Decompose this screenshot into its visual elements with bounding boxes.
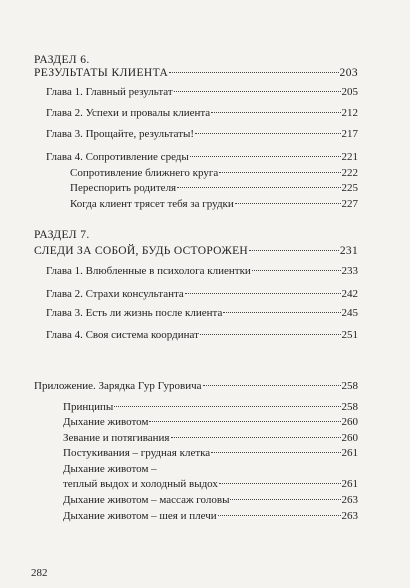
section6-title-row bbox=[34, 67, 358, 80]
appendix-item: Дыхание животом 260 bbox=[63, 416, 358, 428]
toc-subentry: Переспорить родителя 225 bbox=[70, 182, 358, 194]
toc-entry: Глава 1. Влюбленные в психолога клиентки 233 bbox=[46, 265, 358, 277]
page-number: 282 bbox=[31, 567, 48, 579]
appendix-item-line1: Дыхание животом – bbox=[63, 463, 157, 475]
appendix-title-row bbox=[34, 380, 358, 393]
toc-entry: Глава 3. Есть ли жизнь после клиента 245 bbox=[46, 307, 358, 319]
appendix-item: Принципы 258 bbox=[63, 401, 358, 413]
toc-subentry: Когда клиент трясет тебя за грудки 227 bbox=[70, 198, 358, 210]
section7-title-row bbox=[34, 245, 358, 258]
appendix-item: Постукивания – грудная клетка 261 bbox=[63, 447, 358, 459]
appendix-page: 258 bbox=[341, 380, 358, 392]
appendix-title: Приложение. Зарядка Гур Гуровича bbox=[34, 380, 202, 392]
appendix-item: Дыхание животом – массаж головы 263 bbox=[63, 494, 358, 506]
section6-label: РАЗДЕЛ 6. bbox=[34, 54, 90, 66]
appendix-item: Зевание и потягивания 260 bbox=[63, 432, 358, 444]
section7-label: РАЗДЕЛ 7. bbox=[34, 229, 90, 241]
toc-entry: Глава 4. Сопротивление среды 221 bbox=[46, 151, 358, 163]
toc-entry: Глава 2. Страхи консультанта 242 bbox=[46, 288, 358, 300]
toc-entry: Глава 3. Прощайте, результаты! 217 bbox=[46, 128, 358, 140]
section6-title: РЕЗУЛЬТАТЫ КЛИЕНТА bbox=[34, 67, 169, 79]
toc-entry: Глава 4. Своя система координат 251 bbox=[46, 329, 358, 341]
section7-page: 231 bbox=[339, 245, 358, 257]
appendix-item: теплый выдох и холодный выдох 261 bbox=[63, 478, 358, 490]
section7-title: СЛЕДИ ЗА СОБОЙ, БУДЬ ОСТОРОЖЕН bbox=[34, 245, 249, 257]
section6-page: 203 bbox=[339, 67, 358, 79]
appendix-item: Дыхание животом – шея и плечи 263 bbox=[63, 510, 358, 522]
toc-entry: Глава 1. Главный результат 205 bbox=[46, 86, 358, 98]
toc-subentry: Сопротивление ближнего круга 222 bbox=[70, 167, 358, 179]
toc-entry: Глава 2. Успехи и провалы клиента 212 bbox=[46, 107, 358, 119]
